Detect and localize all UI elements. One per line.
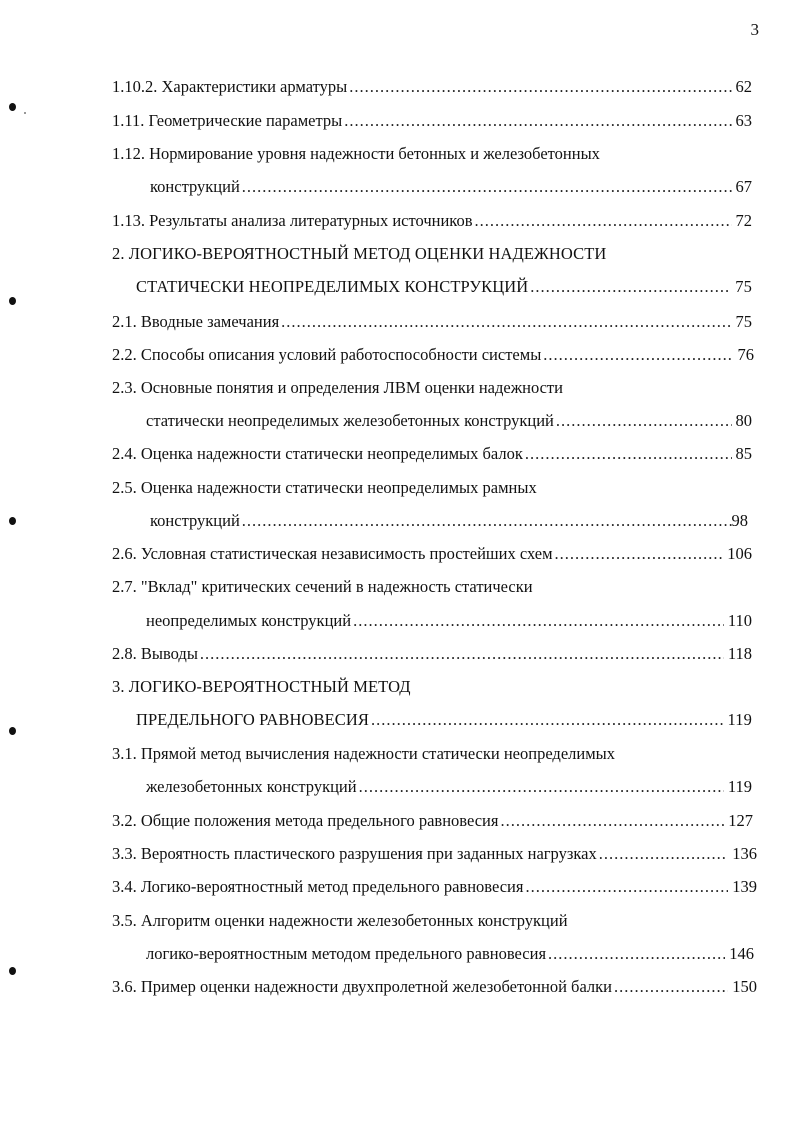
- toc-entry-page: 67: [735, 177, 752, 196]
- toc-entry-title: 2.6. Условная статистическая независимость простейших схем: [112, 544, 553, 563]
- toc-entry-page: 106: [727, 544, 752, 563]
- toc-leader: [353, 610, 724, 632]
- toc-entry[interactable]: [112, 443, 752, 465]
- margin-bullet: [9, 103, 16, 111]
- toc-entry-title: 2.1. Вводные замечания: [112, 312, 280, 331]
- toc-entry-page: 63: [735, 111, 752, 130]
- toc-entry[interactable]: [112, 543, 752, 565]
- toc-leader: [548, 943, 725, 965]
- toc-leader: [359, 776, 724, 798]
- margin-bullet: [9, 297, 16, 305]
- toc-leader: [500, 810, 724, 832]
- toc-entry-title-line1[interactable]: 3.1. Прямой метод вычисления надежности статически неопределимых: [112, 744, 615, 763]
- toc-leader: [525, 443, 732, 465]
- toc-entry-page: 98: [731, 511, 748, 530]
- toc-entry-title-line1[interactable]: 3.5. Алгоритм оценки надежности железобетонных конструкций: [112, 911, 568, 930]
- toc-entry-page: 76: [737, 345, 754, 364]
- toc-entry[interactable]: [112, 876, 757, 898]
- toc-chapter[interactable]: [136, 709, 752, 731]
- toc-entry-title-line1[interactable]: 2.3. Основные понятия и определения ЛВМ оценки надежности: [112, 378, 563, 397]
- toc-leader: [555, 543, 724, 565]
- toc-entry-page: 127: [728, 811, 753, 830]
- toc-entry-page: 146: [729, 944, 754, 963]
- toc-entry[interactable]: [150, 510, 748, 532]
- toc-entry[interactable]: [146, 943, 754, 965]
- toc-entry-title: 1.13. Результаты анализа литературных источников: [112, 211, 473, 230]
- toc-entry-page: 62: [735, 77, 752, 96]
- toc-entry-page: 75: [735, 312, 752, 331]
- toc-entry[interactable]: [112, 344, 754, 366]
- toc-entry-title: 2.4. Оценка надежности статически неопределимых балок: [112, 444, 523, 463]
- toc-entry[interactable]: [112, 210, 752, 232]
- toc-entry-page: 85: [735, 444, 752, 463]
- toc-leader: [475, 210, 732, 232]
- toc-leader: [281, 311, 731, 333]
- toc-leader: [371, 709, 724, 731]
- scan-speck: [24, 112, 26, 114]
- toc-entry-title: 1.10.2. Характеристики арматуры: [112, 77, 348, 96]
- toc-entry-title: 2.8. Выводы: [112, 644, 198, 663]
- toc-entry-page: 118: [727, 644, 752, 663]
- toc-chapter-title-line2: СТАТИЧЕСКИ НЕОПРЕДЕЛИМЫХ КОНСТРУКЦИЙ: [136, 277, 529, 296]
- toc-entry-page: 119: [727, 710, 752, 729]
- toc-entry-title: 3.3. Вероятность пластического разрушения при заданных нагрузках: [112, 844, 597, 863]
- toc-entry-title: 3.4. Логико-вероятностный метод предельного равновесия: [112, 877, 524, 896]
- toc-entry-page: 136: [732, 844, 757, 863]
- toc-entry-title: 1.11. Геометрические параметры: [112, 111, 343, 130]
- margin-bullet: [9, 727, 16, 735]
- toc-entry-title-line2: железобетонных конструкций: [146, 777, 357, 796]
- toc-leader: [525, 876, 728, 898]
- toc-entry-page: 80: [735, 411, 752, 430]
- toc-entry-title-line2: статически неопределимых железобетонных конструкций: [146, 411, 554, 430]
- toc-leader: [349, 76, 731, 98]
- toc-chapter-title-line1[interactable]: 2. ЛОГИКО-ВЕРОЯТНОСТНЫЙ МЕТОД ОЦЕНКИ НАДЕЖНОСТИ: [112, 244, 607, 263]
- toc-entry-page: 72: [735, 211, 752, 230]
- toc-entry-page: 110: [727, 611, 752, 630]
- margin-bullet: [9, 967, 16, 975]
- toc-leader: [614, 976, 728, 998]
- toc-entry-title-line2: конструкций: [150, 177, 240, 196]
- toc-chapter-title-line2: ПРЕДЕЛЬНОГО РАВНОВЕСИЯ: [136, 710, 369, 729]
- toc-entry-page: 139: [732, 877, 757, 896]
- toc-entry[interactable]: [112, 976, 757, 998]
- toc-leader: [242, 510, 732, 532]
- toc-entry[interactable]: [112, 311, 752, 333]
- toc-entry-title-line2: конструкций: [150, 511, 240, 530]
- toc-leader: [543, 344, 733, 366]
- toc-entry[interactable]: [112, 76, 752, 98]
- toc-leader: [200, 643, 724, 665]
- page-number: 3: [750, 20, 759, 39]
- toc-entry[interactable]: [112, 810, 753, 832]
- toc-leader: [242, 176, 732, 198]
- toc-entry-title-line1[interactable]: 2.5. Оценка надежности статически неопределимых рамных: [112, 478, 537, 497]
- toc-chapter[interactable]: [136, 276, 752, 298]
- toc-entry[interactable]: [112, 110, 752, 132]
- toc-leader: [344, 110, 731, 132]
- toc-entry-title-line2: неопределимых конструкций: [146, 611, 352, 630]
- toc-chapter-title-line1[interactable]: 3. ЛОГИКО-ВЕРОЯТНОСТНЫЙ МЕТОД: [112, 677, 411, 696]
- toc-entry[interactable]: [112, 843, 757, 865]
- toc-entry[interactable]: [146, 776, 752, 798]
- toc-entry[interactable]: [150, 176, 752, 198]
- toc-entry-title: 2.2. Способы описания условий работоспособности системы: [112, 345, 542, 364]
- toc-entry-title-line1[interactable]: 2.7. "Вклад" критических сечений в надежность статически: [112, 577, 533, 596]
- toc-entry[interactable]: [146, 410, 752, 432]
- toc-entry-page: 119: [727, 777, 752, 796]
- toc-entry-title: 3.2. Общие положения метода предельного равновесия: [112, 811, 499, 830]
- toc-leader: [556, 410, 732, 432]
- toc-entry[interactable]: [146, 610, 752, 632]
- toc-entry-title: 3.6. Пример оценки надежности двухпролетной железобетонной балки: [112, 977, 612, 996]
- toc-entry[interactable]: [112, 643, 752, 665]
- toc-entry-page: 150: [732, 977, 757, 996]
- toc-leader: [530, 276, 731, 298]
- toc-entry-title-line2: логико-вероятностным методом предельного равновесия: [146, 944, 547, 963]
- toc-leader: [599, 843, 729, 865]
- margin-bullet: [9, 517, 16, 525]
- toc-entry-page: 75: [735, 277, 752, 296]
- toc-entry-title-line1[interactable]: 1.12. Нормирование уровня надежности бетонных и железобетонных: [112, 144, 600, 163]
